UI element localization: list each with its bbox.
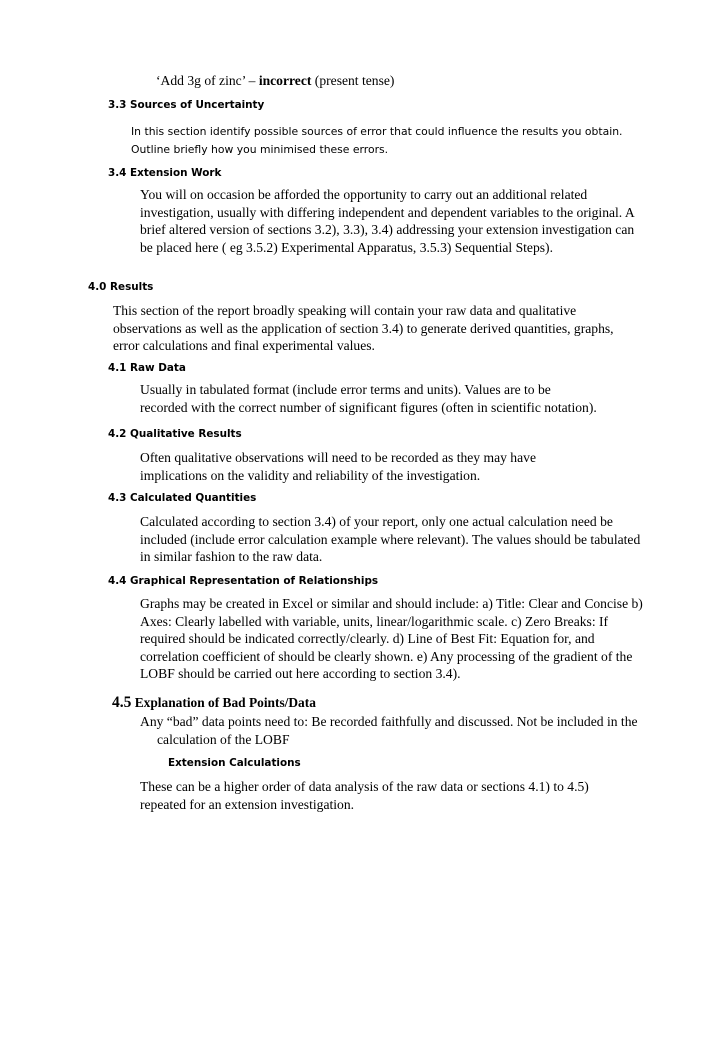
body-line: brief altered version of sections 3.2), 3.3), 3.4) addressing your extension investigation can [140,222,635,238]
body-line: Axes: Clearly labelled with variable, units, linear/logarithmic scale. c) Zero Breaks: If [140,613,609,629]
heading-3-4: 3.4 Extension Work [108,167,222,179]
heading-4-3: 4.3 Calculated Quantities [108,492,257,504]
section-4-1-body [140,381,597,416]
body-line: Outline briefly how you minimised these errors. [131,143,389,156]
heading-4-5 [112,694,316,712]
body-line: included (include error calculation example where relevant). The values should be tabulated [140,531,641,547]
body-line: In this section identify possible sources of error that could influence the results you obtain. [131,125,623,138]
body-line: Graphs may be created in Excel or similar and should include: a) Title: Clear and Concise b) [140,596,643,611]
body-line: error calculations and final experimental values. [113,338,375,354]
heading-4-0: 4.0 Results [88,281,154,293]
body-line: You will on occasion be afforded the opportunity to carry out an additional related [140,187,588,202]
section-3-4-body [140,186,635,256]
tense-example-quote: ‘Add 3g of zinc’ – [156,73,259,88]
body-line: Calculated according to section 3.4) of your report, only one actual calculation need be [140,514,613,529]
heading-extension-calculations: Extension Calculations [168,757,301,769]
body-line: be placed here ( eg 3.5.2) Experimental Apparatus, 3.5.3) Sequential Steps). [140,239,553,255]
heading-4-5-text: Explanation of Bad Points/Data [131,695,316,710]
body-line: Usually in tabulated format (include error terms and units). Values are to be [140,382,551,397]
body-line: repeated for an extension investigation. [140,796,355,812]
body-line: LOBF should be carried out here according to section 3.4). [140,666,461,682]
tense-example-line [156,72,394,90]
body-line: investigation, usually with differing independent and dependent variables to the original. A [140,204,635,220]
body-line: observations as well as the application of section 3.4) to generate derived quantities, graphs, [113,320,614,336]
section-4-5-body [140,713,638,748]
section-4-2-body [140,449,536,484]
body-line: recorded with the correct number of significant figures (often in scientific notation). [140,399,597,415]
section-4-0-body [113,302,614,355]
section-4-3-body [140,513,640,566]
tense-example-emphasis: incorrect [258,73,312,88]
body-line: Often qualitative observations will need to be recorded as they may have [140,450,536,465]
body-line: Any “bad” data points need to: Be recorded faithfully and discussed. Not be included in the [140,714,638,729]
section-3-3-body [131,123,623,159]
heading-4-1: 4.1 Raw Data [108,362,186,374]
body-line: correlation coefficient of should be clearly shown. e) Any processing of the gradient of the [140,648,633,664]
heading-3-3: 3.3 Sources of Uncertainty [108,99,265,111]
body-line: calculation of the LOBF [157,731,290,747]
tense-example-note: (present tense) [311,73,395,88]
section-4-4-body [140,595,643,683]
heading-4-5-number: 4.5 [112,694,132,711]
heading-4-2: 4.2 Qualitative Results [108,428,242,440]
body-line: required should be indicated correctly/clearly. d) Line of Best Fit: Equation for, and [140,631,595,647]
body-line: These can be a higher order of data analysis of the raw data or sections 4.1) to 4.5) [140,779,589,794]
body-line: in similar fashion to the raw data. [140,549,323,565]
heading-4-4: 4.4 Graphical Representation of Relationships [108,575,379,587]
body-line: This section of the report broadly speaking will contain your raw data and qualitative [113,303,577,318]
extension-calculations-body [140,778,589,813]
body-line: implications on the validity and reliability of the investigation. [140,467,481,483]
